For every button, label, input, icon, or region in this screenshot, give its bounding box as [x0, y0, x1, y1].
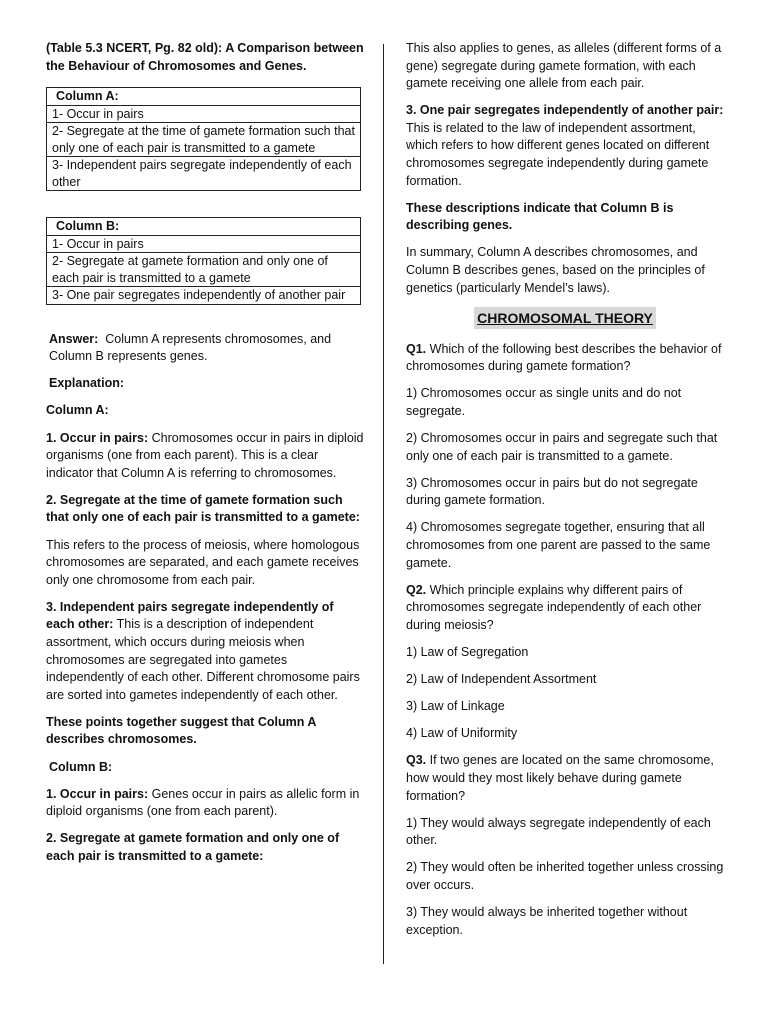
answer-text: Column A represents chromosomes, and Column B represents genes. [49, 331, 332, 364]
question-2: Q2. Which principle explains why different pairs of chromosomes segregate independently of each other during meiosis? [406, 582, 702, 632]
column-a-summary: These points together suggest that Column A describes chromosomes. [46, 714, 316, 747]
table-row: 1- Occur in pairs [47, 235, 361, 253]
column-b-label: Column B: [49, 759, 113, 774]
table-row: 3- Independent pairs segregate independently of each other [47, 157, 361, 191]
table-header: Column B: [47, 218, 361, 236]
table-row: 3- One pair segregates independently of another pair [47, 287, 361, 305]
answer-paragraph [46, 331, 364, 366]
column-a-table [46, 87, 361, 191]
table-row: 2- Segregate at gamete formation and only one of each pair is transmitted to a gamete [47, 253, 361, 287]
left-column [46, 40, 364, 875]
point-a2-text: This refers to the process of meiosis, where homologous chromosomes are separated, and each gamete receives only one chromosome from each pair. [46, 537, 360, 587]
q3-option: 2) They would often be inherited together unless crossing over occurs. [406, 860, 724, 892]
right-column [406, 40, 724, 949]
section-heading-wrap [406, 307, 724, 329]
q3-option: 1) They would always segregate independently of each other. [406, 815, 711, 848]
column-a-label: Column A: [46, 403, 109, 418]
section-heading: CHROMOSOMAL THEORY [474, 307, 656, 329]
table-row: 2- Segregate at the time of gamete formation such that only one of each pair is transmitted to a gamete [47, 123, 361, 157]
point-b2-heading: 2. Segregate at gamete formation and only one of each pair is transmitted to a gamete: [46, 831, 340, 863]
answer-label: Answer: [49, 331, 99, 346]
point-a2-heading: 2. Segregate at the time of gamete formation such that only one of each pair is transmitted to a gamete: [46, 492, 360, 525]
summary-paragraph: In summary, Column A describes chromosomes, and Column B describes genes, based on the principles of genetics (particularly Mendel’s laws). [406, 245, 705, 295]
explanation-label: Explanation: [49, 376, 125, 391]
point-a1: 1. Occur in pairs: Chromosomes occur in pairs in diploid organisms (one from each parent). This is a clear indicator that Column A is referring to chromosomes. [46, 430, 364, 480]
q1-option: 2) Chromosomes occur in pairs and segregate such that only one of each pair is transmitted to a gamete. [406, 431, 718, 463]
column-b-summary: These descriptions indicate that Column B is describing genes. [406, 200, 674, 233]
table-row: 1- Occur in pairs [47, 105, 361, 123]
table-header: Column A: [47, 88, 361, 106]
q2-option: 3) Law of Linkage [406, 699, 505, 714]
q2-option: 2) Law of Independent Assortment [406, 672, 597, 687]
point-b3: 3. One pair segregates independently of another pair: This is related to the law of independent assortment, which refers to how different genes located on different chromosomes segregate independently during gamete formation. [406, 103, 724, 188]
table-title: (Table 5.3 NCERT, Pg. 82 old): A Comparison between the Behaviour of Chromosomes and Genes. [46, 41, 364, 73]
q1-option: 1) Chromosomes occur as single units and do not segregate. [406, 386, 682, 418]
column-divider [383, 44, 384, 964]
q2-option: 4) Law of Uniformity [406, 726, 518, 741]
q1-option: 3) Chromosomes occur in pairs but do not segregate during gamete formation. [406, 475, 698, 508]
question-3: Q3. If two genes are located on the same chromosome, how would they most likely behave during gamete formation? [406, 753, 714, 803]
point-b2-text: This also applies to genes, as alleles (different forms of a gene) segregate during gamete formation, with each gamete receiving one allele from each pair. [406, 41, 722, 91]
column-b-table [46, 217, 361, 305]
point-a3: 3. Independent pairs segregate independently of each other: This is a description of independent assortment, which occurs during meiosis when chromosomes are segregated into gametes independently of each other. Different chromosome pairs are sorted into gametes independently of each other. [46, 599, 360, 702]
question-1: Q1. Which of the following best describes the behavior of chromosomes during gamete formation? [406, 341, 722, 374]
q3-option: 3) They would always be inherited together without exception. [406, 905, 688, 937]
point-b1: 1. Occur in pairs: Genes occur in pairs as allelic form in diploid organisms (one from each parent). [46, 786, 360, 819]
q2-option: 1) Law of Segregation [406, 645, 529, 660]
q1-option: 4) Chromosomes segregate together, ensuring that all chromosomes from one parent are passed to the same gamete. [406, 520, 711, 570]
